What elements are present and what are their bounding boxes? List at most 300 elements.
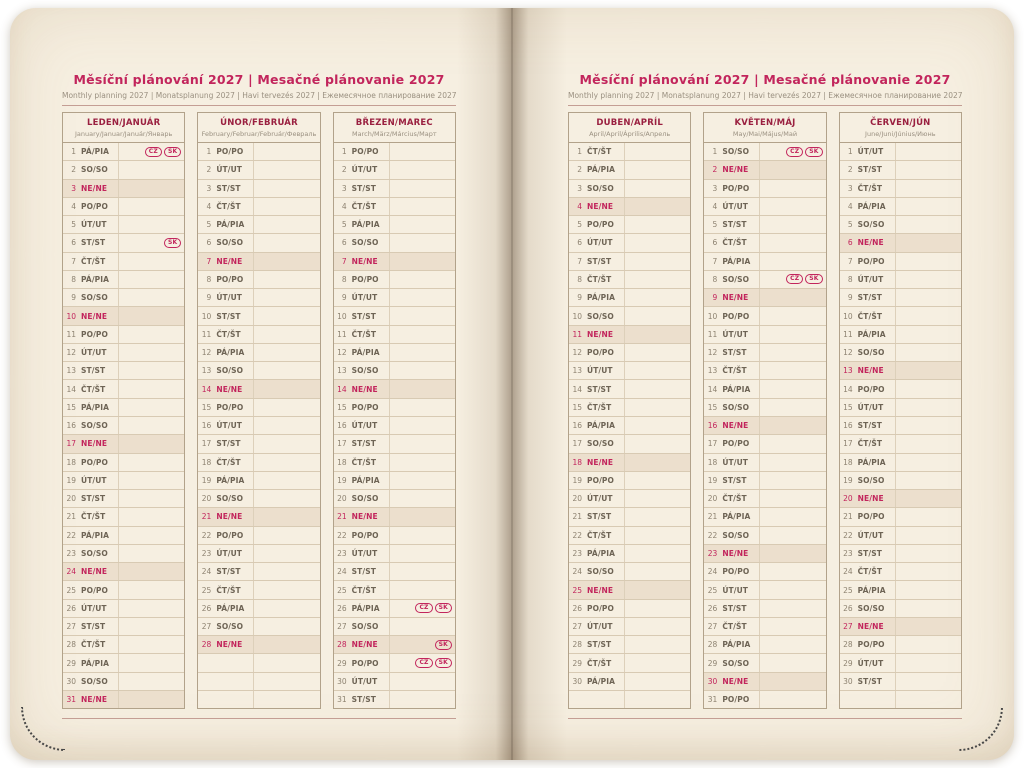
day-notes-area <box>253 435 319 452</box>
day-abbrev: SO/SO <box>722 274 750 284</box>
month-name: BŘEZEN/MAREC <box>355 118 433 128</box>
day-abbrev: NE/NE <box>587 457 614 467</box>
day-abbrev: SO/SO <box>216 238 244 248</box>
day-row <box>840 143 961 160</box>
day-notes-area <box>389 271 455 288</box>
horizontal-rule-bottom <box>62 718 456 719</box>
day-notes-area <box>389 472 455 489</box>
day-abbrev: ST/ST <box>216 567 241 577</box>
stitch-decoration-bottom-right <box>959 707 1003 751</box>
day-number: 15 <box>66 402 76 412</box>
day-number: 24 <box>66 567 76 577</box>
day-number: 4 <box>206 201 212 211</box>
day-notes-area <box>895 508 961 525</box>
day-number: 31 <box>66 695 76 705</box>
month-subtitle: April/April/Április/Апрель <box>589 130 671 138</box>
day-notes-area <box>389 198 455 215</box>
stitch-decoration-bottom-left <box>21 707 65 751</box>
day-notes-area <box>624 143 690 160</box>
day-number: 11 <box>337 329 347 339</box>
day-abbrev: ST/ST <box>722 475 747 485</box>
day-abbrev: PÁ/PIA <box>857 585 886 595</box>
day-number: 10 <box>707 311 718 321</box>
day-row <box>198 599 319 617</box>
day-notes-area <box>624 198 690 215</box>
day-row <box>63 653 184 671</box>
day-row <box>840 215 961 233</box>
day-notes-area <box>624 490 690 507</box>
day-row <box>840 599 961 617</box>
day-number: 27 <box>201 622 212 632</box>
day-number: 10 <box>843 311 853 321</box>
day-row <box>569 398 690 416</box>
day-notes-area <box>895 618 961 635</box>
day-row <box>198 306 319 324</box>
day-abbrev: ÚT/UT <box>351 165 378 175</box>
day-notes-area <box>389 636 455 653</box>
day-notes-area <box>624 673 690 690</box>
day-abbrev: PO/PO <box>216 402 244 412</box>
day-notes-area <box>253 472 319 489</box>
day-abbrev: ÚT/UT <box>722 457 748 467</box>
day-notes-area <box>895 600 961 617</box>
day-number: 5 <box>712 220 718 230</box>
day-row <box>63 453 184 471</box>
day-row <box>334 343 455 361</box>
day-abbrev: ČT/ŠT <box>81 384 106 394</box>
day-number: 19 <box>572 475 582 485</box>
day-number: 9 <box>577 293 582 303</box>
day-abbrev: NE/NE <box>857 238 884 248</box>
day-number: 28 <box>707 640 718 650</box>
day-abbrev: SO/SO <box>857 475 885 485</box>
day-notes-area <box>389 417 455 434</box>
day-abbrev: ÚT/UT <box>722 585 748 595</box>
holiday-badge-sk: SK <box>805 274 822 284</box>
day-notes-area <box>253 636 319 653</box>
day-row <box>198 379 319 397</box>
day-row <box>198 690 319 708</box>
day-row <box>704 562 825 580</box>
day-row <box>569 599 690 617</box>
month-subtitle: February/Februar/Február/Февраль <box>201 130 317 138</box>
month-header <box>198 113 319 143</box>
day-notes-area <box>118 435 184 452</box>
day-notes-area <box>389 307 455 324</box>
day-row <box>334 215 455 233</box>
day-number: 7 <box>712 256 718 266</box>
day-number: 28 <box>572 640 582 650</box>
day-abbrev: PO/PO <box>216 147 244 157</box>
day-abbrev: ČT/ŠT <box>351 329 377 339</box>
day-abbrev: ST/ST <box>857 293 882 303</box>
day-notes-area <box>624 417 690 434</box>
day-number: 21 <box>707 512 718 522</box>
day-abbrev: PÁ/PIA <box>857 329 886 339</box>
day-number: 14 <box>337 384 347 394</box>
day-abbrev: NE/NE <box>216 640 243 650</box>
day-notes-area <box>895 271 961 288</box>
day-row <box>198 526 319 544</box>
day-notes-area <box>624 654 690 671</box>
day-abbrev: ÚT/UT <box>857 274 884 284</box>
day-notes-area <box>389 581 455 598</box>
day-row <box>840 635 961 653</box>
day-abbrev: PÁ/PIA <box>216 475 245 485</box>
day-number: 20 <box>66 494 76 504</box>
day-row <box>704 489 825 507</box>
day-number: 18 <box>66 457 76 467</box>
day-abbrev: ÚT/UT <box>216 421 242 431</box>
day-abbrev: PO/PO <box>216 274 244 284</box>
day-notes-area <box>118 527 184 544</box>
day-number: 28 <box>337 640 347 650</box>
day-number: 17 <box>843 439 853 449</box>
day-notes-area <box>895 490 961 507</box>
day-abbrev: ČT/ŠT <box>81 256 106 266</box>
day-number: 20 <box>843 494 853 504</box>
day-row <box>198 398 319 416</box>
day-row <box>334 580 455 598</box>
day-number: 26 <box>843 603 853 613</box>
day-number: 27 <box>843 622 853 632</box>
day-abbrev: PO/PO <box>722 567 750 577</box>
month-leden <box>62 112 185 709</box>
day-abbrev: PO/PO <box>351 402 379 412</box>
day-notes-area <box>624 600 690 617</box>
day-abbrev: NE/NE <box>722 676 749 686</box>
day-number: 12 <box>707 348 718 358</box>
day-abbrev: PO/PO <box>81 329 108 339</box>
day-notes-area <box>895 362 961 379</box>
day-row <box>569 635 690 653</box>
day-row <box>198 288 319 306</box>
day-row <box>63 398 184 416</box>
day-number: 1 <box>577 147 582 157</box>
day-row <box>198 562 319 580</box>
day-number: 29 <box>843 658 853 668</box>
day-number: 30 <box>337 676 347 686</box>
book-gutter-shadow <box>457 8 567 760</box>
day-number: 21 <box>843 512 853 522</box>
page-title: Měsíční plánování 2027 | Mesačné plánovanie 2027 <box>73 72 445 87</box>
day-number: 17 <box>572 439 582 449</box>
day-abbrev: ÚT/UT <box>351 293 378 303</box>
day-notes-area <box>389 435 455 452</box>
day-number: 9 <box>712 293 718 303</box>
day-notes-area <box>895 399 961 416</box>
day-number: 2 <box>712 165 718 175</box>
day-row <box>198 489 319 507</box>
day-row <box>334 398 455 416</box>
day-row <box>63 143 184 160</box>
day-row <box>334 143 455 160</box>
day-abbrev: SO/SO <box>857 603 885 613</box>
day-row <box>198 434 319 452</box>
day-notes-area <box>624 618 690 635</box>
day-notes-area <box>759 435 825 452</box>
day-notes-area <box>624 380 690 397</box>
day-notes-area <box>624 307 690 324</box>
day-abbrev: NE/NE <box>216 256 243 266</box>
day-number: 26 <box>572 603 582 613</box>
day-abbrev: ÚT/UT <box>81 603 107 613</box>
day-abbrev: ÚT/UT <box>351 421 378 431</box>
day-abbrev: ST/ST <box>857 548 882 558</box>
day-row <box>704 343 825 361</box>
day-notes-area <box>389 618 455 635</box>
day-abbrev: ČT/ŠT <box>587 530 612 540</box>
day-row <box>840 361 961 379</box>
day-notes-area <box>759 271 825 288</box>
day-row <box>840 325 961 343</box>
day-number: 12 <box>201 348 212 358</box>
day-abbrev: PÁ/PIA <box>81 402 110 412</box>
day-number: 26 <box>337 603 347 613</box>
day-abbrev: PÁ/PIA <box>587 676 616 686</box>
horizontal-rule-top <box>62 105 456 106</box>
day-notes-area <box>389 508 455 525</box>
day-abbrev: ČT/ŠT <box>587 658 612 668</box>
day-number: 10 <box>337 311 347 321</box>
day-abbrev: PO/PO <box>587 475 614 485</box>
day-row <box>334 526 455 544</box>
day-notes-area <box>389 289 455 306</box>
day-row <box>63 343 184 361</box>
day-abbrev: PÁ/PIA <box>722 256 751 266</box>
day-number: 25 <box>66 585 76 595</box>
day-notes-area <box>759 691 825 708</box>
day-notes-area <box>118 563 184 580</box>
day-abbrev: PO/PO <box>81 201 108 211</box>
day-row <box>334 544 455 562</box>
day-notes-area <box>118 472 184 489</box>
day-row <box>334 653 455 671</box>
day-notes-area <box>624 527 690 544</box>
day-row <box>63 233 184 251</box>
day-abbrev: PO/PO <box>857 256 885 266</box>
holiday-badge-sk: SK <box>435 658 452 668</box>
day-row <box>63 507 184 525</box>
day-number: 13 <box>843 366 853 376</box>
months-grid-right <box>568 112 962 709</box>
day-number: 21 <box>572 512 582 522</box>
day-notes-area <box>389 216 455 233</box>
day-abbrev: SO/SO <box>351 238 379 248</box>
day-abbrev: ČT/ŠT <box>587 274 612 284</box>
day-row <box>840 580 961 598</box>
day-abbrev: ÚT/UT <box>216 293 242 303</box>
day-row <box>840 160 961 178</box>
day-number: 22 <box>337 530 347 540</box>
day-row <box>569 617 690 635</box>
day-notes-area <box>895 143 961 160</box>
day-row <box>569 143 690 160</box>
day-number: 23 <box>66 548 76 558</box>
month-header <box>334 113 455 143</box>
day-row <box>198 453 319 471</box>
month-subtitle: May/Mai/Május/Май <box>732 130 798 138</box>
day-number: 11 <box>66 329 76 339</box>
month-header <box>840 113 961 143</box>
day-abbrev: NE/NE <box>81 695 108 705</box>
day-number: 17 <box>337 439 347 449</box>
month-name: LEDEN/JANUÁR <box>87 118 161 128</box>
day-number: 12 <box>337 348 347 358</box>
day-number: 20 <box>201 494 212 504</box>
day-number: 6 <box>71 238 76 248</box>
day-abbrev: PÁ/PIA <box>351 475 380 485</box>
day-number: 13 <box>201 366 212 376</box>
day-notes-area <box>895 417 961 434</box>
day-number: 22 <box>707 530 718 540</box>
day-notes-area <box>118 545 184 562</box>
day-row <box>63 471 184 489</box>
day-abbrev: ČT/ŠT <box>857 567 883 577</box>
day-abbrev: NE/NE <box>81 183 108 193</box>
day-number: 26 <box>201 603 212 613</box>
day-abbrev: NE/NE <box>81 439 108 449</box>
day-notes-area <box>118 307 184 324</box>
day-notes-area <box>253 307 319 324</box>
day-row <box>569 270 690 288</box>
day-abbrev: PÁ/PIA <box>351 603 380 613</box>
day-row <box>198 179 319 197</box>
day-notes-area <box>895 380 961 397</box>
day-notes-area <box>895 289 961 306</box>
day-notes-area <box>759 490 825 507</box>
day-abbrev: SO/SO <box>216 622 244 632</box>
day-row <box>198 416 319 434</box>
day-number: 28 <box>201 640 212 650</box>
day-row <box>198 544 319 562</box>
day-abbrev: ST/ST <box>587 256 612 266</box>
month-cerven <box>839 112 962 709</box>
day-abbrev: PÁ/PIA <box>81 147 110 157</box>
day-row <box>840 306 961 324</box>
day-row <box>704 453 825 471</box>
day-number: 24 <box>201 567 212 577</box>
month-kveten <box>703 112 826 709</box>
day-number: 24 <box>843 567 853 577</box>
day-number: 13 <box>707 366 718 376</box>
day-abbrev: ST/ST <box>81 238 106 248</box>
day-abbrev: ČT/ŠT <box>351 457 377 467</box>
day-number: 15 <box>201 402 212 412</box>
day-row <box>334 635 455 653</box>
day-abbrev: SO/SO <box>351 622 379 632</box>
day-row <box>198 653 319 671</box>
day-row <box>840 672 961 690</box>
day-number: 15 <box>572 402 582 412</box>
day-row <box>334 434 455 452</box>
day-number: 18 <box>843 457 853 467</box>
day-number: 2 <box>341 165 347 175</box>
day-notes-area <box>895 307 961 324</box>
day-number: 26 <box>66 603 76 613</box>
day-row <box>569 160 690 178</box>
day-row <box>198 160 319 178</box>
day-row <box>840 179 961 197</box>
day-row <box>63 215 184 233</box>
day-notes-area <box>895 198 961 215</box>
day-abbrev: ČT/ŠT <box>216 457 241 467</box>
day-row <box>704 270 825 288</box>
day-row <box>840 526 961 544</box>
day-number: 6 <box>712 238 718 248</box>
month-duben <box>568 112 691 709</box>
day-row <box>704 507 825 525</box>
day-abbrev: PÁ/PIA <box>216 220 245 230</box>
day-notes-area <box>118 508 184 525</box>
day-number: 7 <box>206 256 212 266</box>
day-abbrev: ST/ST <box>351 183 376 193</box>
day-abbrev: PÁ/PIA <box>351 220 380 230</box>
day-row <box>569 288 690 306</box>
day-row <box>198 325 319 343</box>
day-notes-area <box>389 654 455 671</box>
day-notes-area <box>759 654 825 671</box>
day-number: 5 <box>206 220 212 230</box>
day-abbrev: PÁ/PIA <box>351 348 380 358</box>
day-number: 12 <box>843 348 853 358</box>
page-subtitle: Monthly planning 2027 | Monatsplanung 2027 | Havi tervezés 2027 | Ежемесячное планирование 2027 <box>62 91 457 100</box>
day-number: 19 <box>66 475 76 485</box>
day-notes-area <box>624 545 690 562</box>
day-row <box>704 672 825 690</box>
day-row <box>704 580 825 598</box>
day-notes-area <box>624 581 690 598</box>
day-number: 19 <box>337 475 347 485</box>
day-number: 24 <box>572 567 582 577</box>
day-abbrev: ST/ST <box>857 165 882 175</box>
day-abbrev: SO/SO <box>587 311 614 321</box>
day-notes-area <box>253 490 319 507</box>
day-row <box>704 325 825 343</box>
day-abbrev: SO/SO <box>81 165 108 175</box>
day-notes-area <box>895 636 961 653</box>
day-abbrev: NE/NE <box>216 512 243 522</box>
day-number: 15 <box>707 402 718 412</box>
day-row <box>63 617 184 635</box>
day-number: 26 <box>707 603 718 613</box>
day-abbrev: ÚT/UT <box>587 238 613 248</box>
day-notes-area <box>895 435 961 452</box>
day-notes-area <box>895 563 961 580</box>
day-row <box>63 306 184 324</box>
day-abbrev: NE/NE <box>81 311 108 321</box>
day-notes-area <box>118 271 184 288</box>
day-row <box>198 233 319 251</box>
day-number: 9 <box>71 293 76 303</box>
day-row <box>569 544 690 562</box>
day-row <box>569 562 690 580</box>
day-abbrev: SO/SO <box>351 366 379 376</box>
day-number: 29 <box>337 658 347 668</box>
day-notes-area <box>759 161 825 178</box>
day-row <box>704 544 825 562</box>
day-number: 11 <box>707 329 718 339</box>
day-number: 9 <box>341 293 347 303</box>
day-abbrev: ČT/ŠT <box>722 622 747 632</box>
day-abbrev: NE/NE <box>722 165 749 175</box>
day-number: 13 <box>337 366 347 376</box>
day-abbrev: ČT/ŠT <box>587 147 612 157</box>
day-abbrev: SO/SO <box>81 548 108 558</box>
day-notes-area <box>759 417 825 434</box>
day-row <box>334 489 455 507</box>
day-notes-area <box>624 472 690 489</box>
